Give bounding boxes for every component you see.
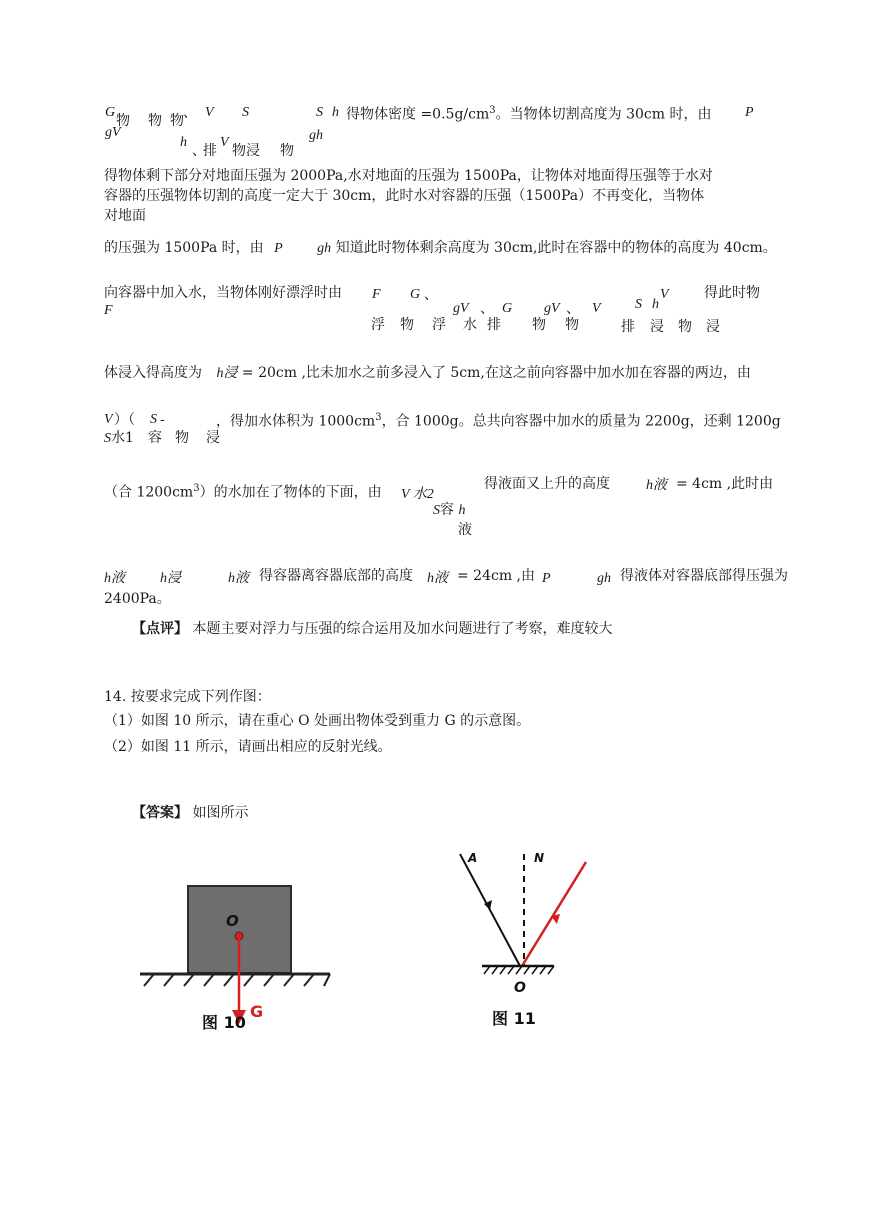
comment (132, 620, 612, 638)
para2-line4: 的压强为 1500Pa 时，由 P gh 知道此时物体剩余高度为 30cm,此时在容器中的物体的高度为 40cm。 (104, 240, 777, 256)
answer-label: 【答案】 (132, 805, 188, 821)
sym-S: S (242, 105, 249, 120)
normal-n-label: N (534, 851, 545, 865)
para2-line3: 对地面 (104, 208, 146, 224)
para3-line3-end: ，得加水体积为 $1000cm^3$，合 1000g。总共向容器中加水的质量为 2200g，还剩 1200g (216, 412, 781, 430)
figure-10-caption: 图 10 (202, 1013, 246, 1032)
para3-line6: 2400Pa。 (104, 591, 171, 607)
para3-line2: 体浸入得高度为 h浸 = 20cm ,比未加水之前多浸入了 5cm,在这之前向容器中加水加在容器的两边，由 (104, 365, 751, 381)
sym-P: P (745, 105, 754, 120)
figure-11-caption: 图 11 (492, 1009, 536, 1028)
sym-h: h (332, 105, 339, 120)
q14-item1: （1）如图 10 所示，请在重心 O 处画出物体受到重力 G 的示意图。 (104, 713, 531, 729)
sym-pai-sub: 排 (203, 143, 217, 159)
sym-h-2: h (180, 135, 187, 150)
figure-10 (140, 880, 350, 1040)
sym-wujin-sub: 物浸 (232, 143, 260, 159)
q14-item2: （2）如图 11 所示，请画出相应的反射光线。 (104, 739, 392, 755)
ground-hatching (144, 974, 330, 986)
ray-a-label: A (468, 851, 478, 865)
comment-label: 【点评】 (132, 621, 188, 637)
answer-text: 如图所示 (192, 805, 249, 821)
sym-S-2: S (316, 105, 323, 120)
comment-text: 本题主要对浮力与压强的综合运用及加水问题进行了考察，难度较大 (192, 621, 613, 637)
answer (132, 804, 248, 822)
para2-line1: 得物体剩下部分对地面压强为 2000Pa,水对地面的压强为 1500Pa，让物体对地面得压强等于水对 (104, 168, 713, 184)
sym-gh: gh (309, 128, 323, 143)
q14-title: 14. 按要求完成下列作图： (104, 689, 271, 705)
point-o-label: O (514, 980, 526, 996)
point-o-label: O (226, 912, 239, 930)
gravity-label: G (250, 1002, 264, 1021)
sym-gV: gV (105, 125, 121, 140)
para2-line2: 容器的压强物体切割的高度一定大于 30cm，此时水对容器的压强（1500Pa）不再变化，当物体 (104, 188, 705, 204)
para1-line1-tail: 得物体密度 $=0.5g/cm^3$。当物体切割高度为 30cm 时，由 (346, 105, 712, 123)
sym-V: V (205, 105, 214, 120)
reflected-ray (522, 862, 586, 966)
sym-wu-sub: 物 (116, 113, 130, 129)
sym-wu-sub-2: 物 (148, 113, 162, 129)
para3-line1-end: 得此时物 (704, 285, 760, 301)
sym-V-2: V (220, 135, 229, 150)
sym-wu-sub-3: 物 (170, 113, 184, 129)
sym-wu-sub-4: 物 (280, 143, 294, 159)
para3-line1: 向容器中加入水，当物体刚好漂浮时由 (104, 285, 342, 301)
figure-11 (450, 840, 610, 1040)
sym-G: G (105, 105, 116, 120)
